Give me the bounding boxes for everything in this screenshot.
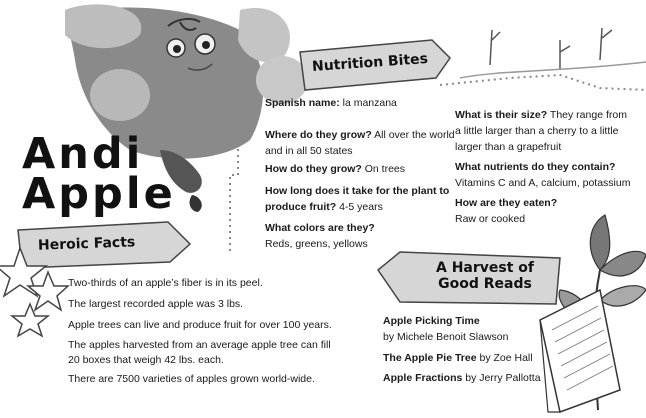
nutrition-item: Where do they grow? All over the world and in all 50 states (265, 129, 455, 157)
nutrition-bites-heading: Nutrition Bites (311, 50, 429, 76)
nutrition-item: How do they grow? On trees (265, 163, 406, 175)
title-line-1: Andi (22, 129, 144, 179)
book-author: by Zoe Hall (479, 352, 533, 364)
nutrition-item: Spanish name: la manzana (265, 97, 397, 109)
book-author: by Jerry Pallotta (465, 372, 541, 384)
harvest-heading (425, 260, 545, 292)
harvest-heading-line-2: Good Reads (438, 276, 532, 292)
book-title: The Apple Pie Tree (383, 352, 477, 364)
fact-item: There are 7500 varieties of apples grown world-wide. (68, 373, 315, 385)
fact-item: Two-thirds of an apple’s fiber is in its peel. (68, 277, 263, 289)
nutrition-item: What colors are they? Reds, greens, yellows (265, 222, 375, 250)
nutrition-item: What is their size? They range from a little larger than a cherry to a little larger than a grapefruit (455, 109, 627, 153)
harvest-heading-line-1: A Harvest of (435, 260, 534, 276)
book-item (383, 370, 553, 386)
book-title: Apple Fractions (383, 372, 463, 384)
dotted-path-right (440, 75, 646, 90)
nutrition-item: How are they eaten? Raw or cooked (455, 197, 558, 225)
book-item (383, 350, 553, 366)
book-title: Apple Picking Time (383, 315, 480, 327)
nutrition-item: How long does it take for the plant to produce fruit? 4-5 years (265, 185, 450, 213)
twigs-illustration (460, 28, 646, 78)
nutrition-item: What nutrients do they contain? Vitamins C and A, calcium, potassium (455, 161, 631, 189)
fact-item: The largest recorded apple was 3 lbs. (68, 298, 244, 310)
fact-item: Apple trees can live and produce fruit for over 100 years. (68, 319, 332, 331)
book-author: by Michele Benoit Slawson (383, 331, 509, 343)
title-line-2: Apple (22, 169, 176, 219)
fact-item: The apples harvested from an average apple tree can fill 20 boxes that weigh 42 lbs. each. (68, 339, 331, 366)
book-item (383, 313, 553, 345)
heroic-facts-heading: Heroic Facts (37, 234, 136, 254)
